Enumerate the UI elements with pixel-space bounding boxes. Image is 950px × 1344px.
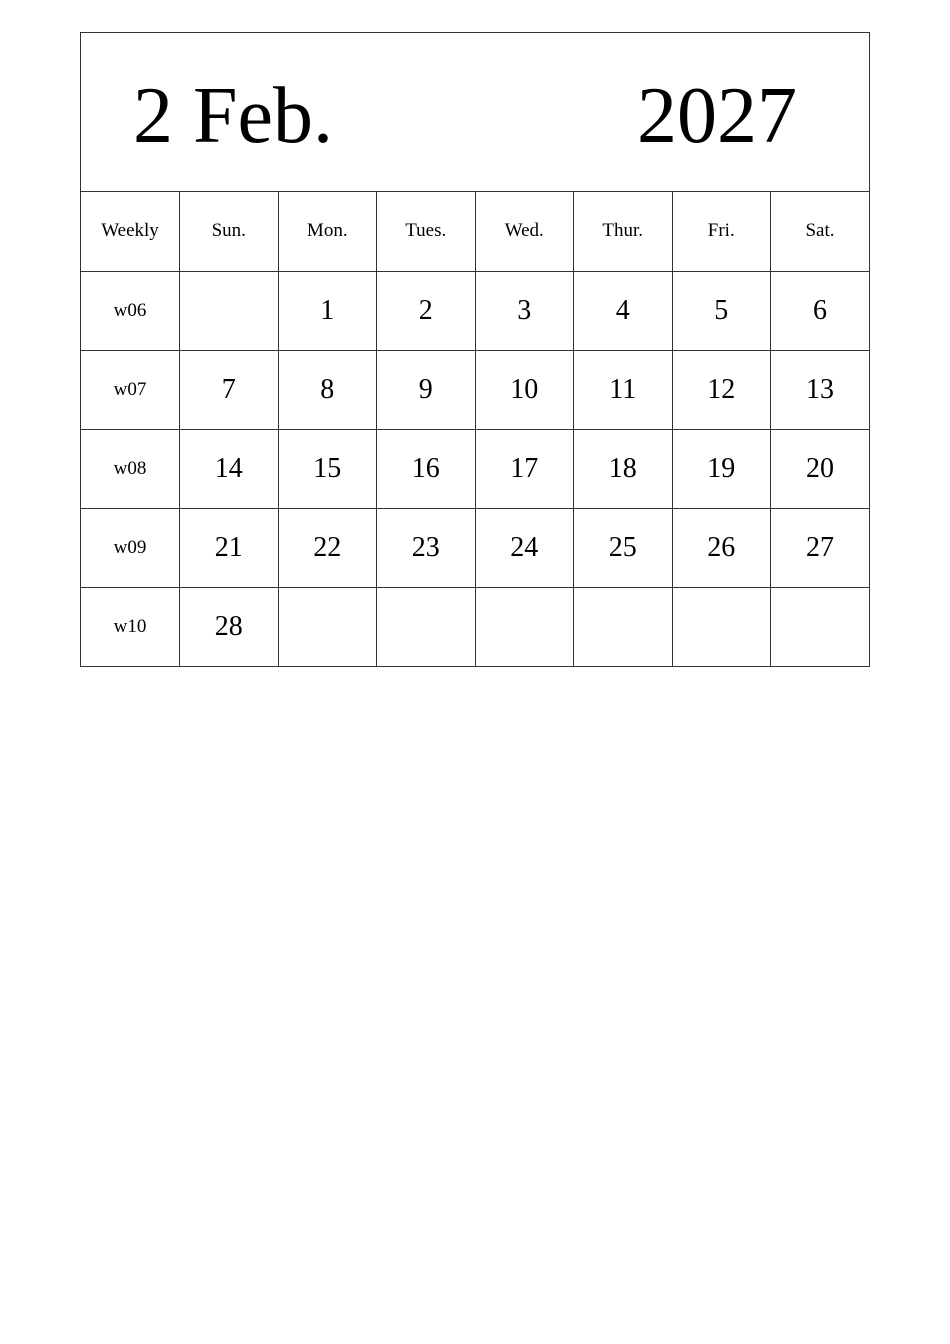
weekday-header-fri: Fri. xyxy=(672,192,771,271)
day-cell: 9 xyxy=(377,350,476,429)
day-cell: 12 xyxy=(672,350,771,429)
calendar xyxy=(80,32,870,667)
day-cell: 18 xyxy=(574,429,673,508)
weekday-header-sat: Sat. xyxy=(771,192,870,271)
day-cell: 20 xyxy=(771,429,870,508)
week-number: w09 xyxy=(81,508,180,587)
week-number: w08 xyxy=(81,429,180,508)
weekday-header-row xyxy=(81,192,869,271)
day-cell: 27 xyxy=(771,508,870,587)
day-cell: 21 xyxy=(180,508,279,587)
day-cell: 25 xyxy=(574,508,673,587)
day-cell: 8 xyxy=(278,350,377,429)
calendar-grid xyxy=(81,192,869,666)
day-cell xyxy=(180,271,279,350)
day-cell: 2 xyxy=(377,271,476,350)
day-cell xyxy=(278,587,377,666)
day-cell: 7 xyxy=(180,350,279,429)
year-title: 2027 xyxy=(637,72,797,160)
day-cell: 23 xyxy=(377,508,476,587)
calendar-header xyxy=(81,33,869,192)
week-row xyxy=(81,350,869,429)
week-row xyxy=(81,508,869,587)
day-cell: 19 xyxy=(672,429,771,508)
weekday-header-thu: Thur. xyxy=(574,192,673,271)
day-cell xyxy=(771,587,870,666)
day-cell: 14 xyxy=(180,429,279,508)
week-number: w10 xyxy=(81,587,180,666)
day-cell xyxy=(574,587,673,666)
day-cell: 16 xyxy=(377,429,476,508)
day-cell: 6 xyxy=(771,271,870,350)
day-cell: 28 xyxy=(180,587,279,666)
day-cell: 5 xyxy=(672,271,771,350)
day-cell xyxy=(475,587,574,666)
day-cell: 11 xyxy=(574,350,673,429)
day-cell xyxy=(672,587,771,666)
day-cell: 3 xyxy=(475,271,574,350)
weekly-column-header: Weekly xyxy=(81,192,180,271)
day-cell: 15 xyxy=(278,429,377,508)
day-cell: 24 xyxy=(475,508,574,587)
day-cell: 13 xyxy=(771,350,870,429)
weekday-header-sun: Sun. xyxy=(180,192,279,271)
week-row xyxy=(81,587,869,666)
week-row xyxy=(81,429,869,508)
day-cell: 4 xyxy=(574,271,673,350)
week-number: w06 xyxy=(81,271,180,350)
day-cell: 1 xyxy=(278,271,377,350)
day-cell: 10 xyxy=(475,350,574,429)
day-cell: 22 xyxy=(278,508,377,587)
weekday-header-wed: Wed. xyxy=(475,192,574,271)
day-cell: 17 xyxy=(475,429,574,508)
week-number: w07 xyxy=(81,350,180,429)
day-cell: 26 xyxy=(672,508,771,587)
weekday-header-mon: Mon. xyxy=(278,192,377,271)
week-row xyxy=(81,271,869,350)
month-title: 2 Feb. xyxy=(133,72,333,160)
day-cell xyxy=(377,587,476,666)
weekday-header-tue: Tues. xyxy=(377,192,476,271)
